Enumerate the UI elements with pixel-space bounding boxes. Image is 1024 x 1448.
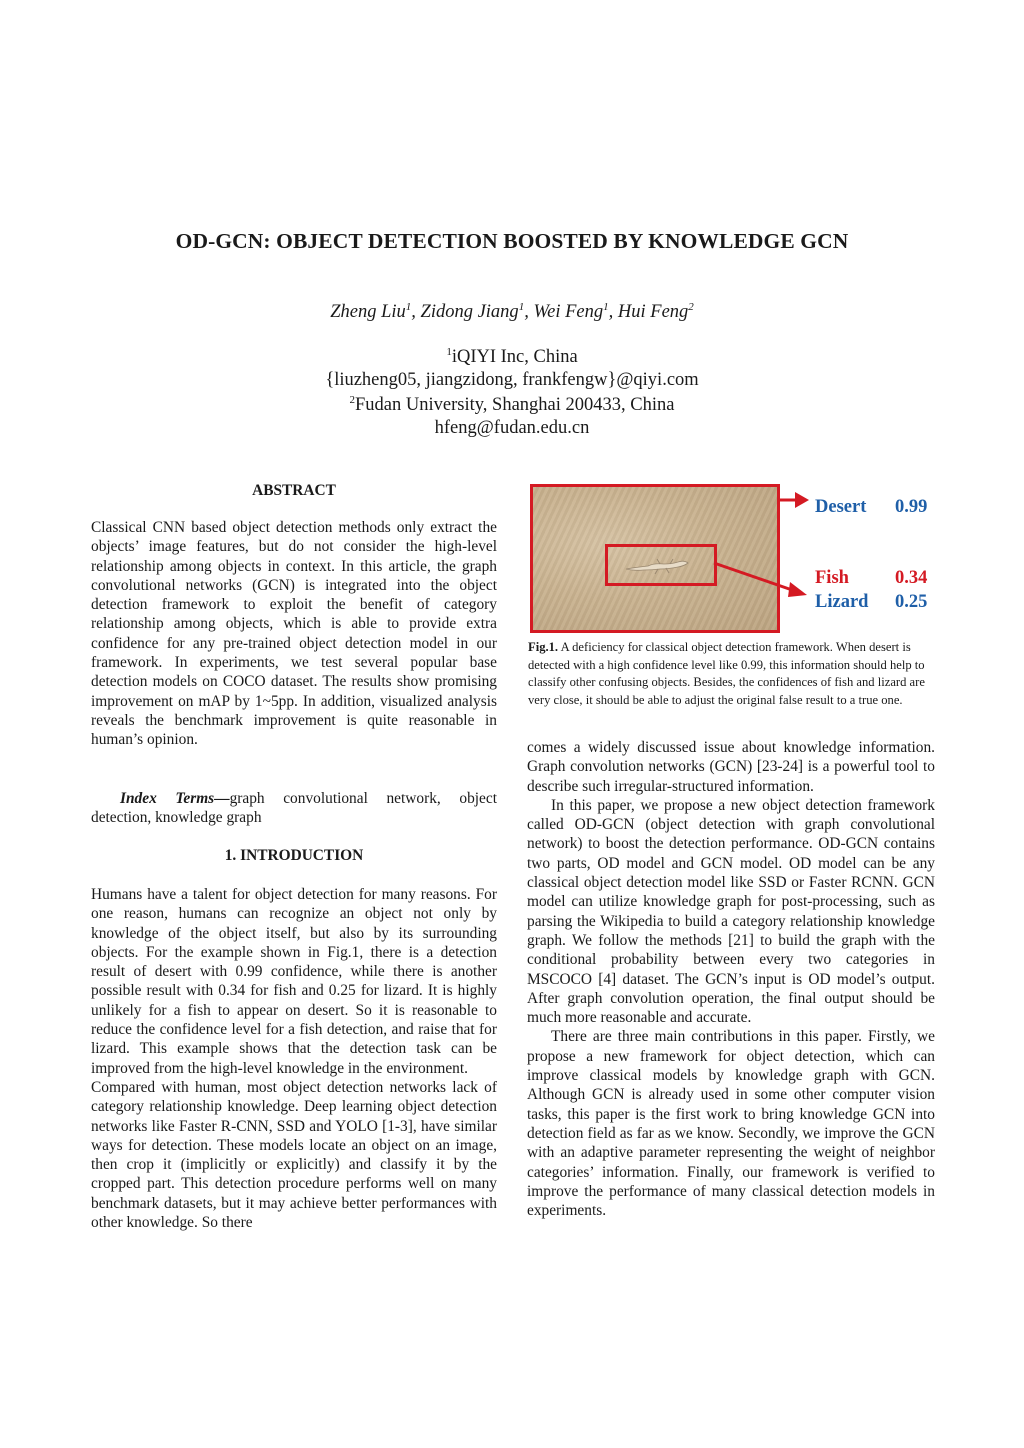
abstract-body: Classical CNN based object detection methods only extract the objects’ image features, but do not consider the high-level relationship among objects in context. In this article, the graph convolutional networks (GCN) is integrated into the object detection framework to exploit the benefit of category relationship among objects, which is able to provide extra confidence for any pre-trained object detection model in our framework. In experiments, we test several popular base detection models on COCO dataset. The results show promising improvement on mAP by 1~5pp. In addition, visualized analysis reveals the benchmark improvement is quite reasonable in human’s opinion. [91, 519, 497, 749]
email-1: {liuzheng05, jiangzidong, frankfengw}@qiyi.com [325, 370, 699, 390]
figure-caption: Fig.1. A deficiency for classical object detection framework. When desert is detected with a high confidence level like 0.99, this information should help to classify other confusing objects. Besides, the confidences of fish and lizard are very close, it should be able to adjust the original false result to a true one. [528, 640, 925, 707]
index-terms: Index Terms—graph convolutional network, object detection, knowledge graph [91, 790, 497, 827]
desert-label: Desert 0.99 [815, 497, 928, 517]
affiliation-2: $^2$Fudan University, Shanghai 200433, China [349, 394, 675, 416]
lizard-label: Lizard 0.25 [815, 592, 928, 612]
affiliation-1: $^1$iQIYI Inc, China [446, 346, 578, 368]
author-list: Zheng Liu$^1$, Zidong Jiang$^1$, Wei Feng$^1$, Hui Feng$^2$ [330, 301, 694, 323]
author-name: Zidong Jiang [420, 302, 519, 323]
email-2: hfeng@fudan.edu.cn [434, 418, 590, 438]
introduction-body-left [91, 885, 497, 1232]
paragraph: There are three main contributions in this paper. Firstly, we propose a new framework for object detection, which can improve classical models by knowledge graph with GCN. Although GCN is already used in some other computer vision tasks, this paper is the first work to bring knowledge GCN into detection field as far as we know. Secondly, we improve the GCN with an adaptive parameter representing the weight of neighbor categories’ information. Finally, our framework is verified to improve the performance of many classical detection models in experiments. [527, 1028, 935, 1220]
introduction-body-right [527, 738, 935, 1220]
abstract-heading: ABSTRACT [252, 482, 336, 499]
author-name: Zheng Liu [330, 302, 406, 323]
paper-title: OD-GCN: OBJECT DETECTION BOOSTED BY KNOWLEDGE GCN [175, 229, 849, 253]
paragraph: Humans have a talent for object detection for many reasons. For one reason, humans can recognize an object not only by knowledge of the object itself, but also by its surrounding objects. For the example shown in Fig.1, there is a detection result of desert with 0.99 confidence, while there is another possible result with 0.34 for fish and 0.25 for lizard. It is highly unlikely for a fish to appear on desert. So it is reasonable to reduce the confidence level for a fish detection, and raise that for lizard. This example shows that the detection task can be improved from the high-level knowledge in the environment. [91, 886, 497, 1077]
introduction-heading: 1. INTRODUCTION [224, 847, 364, 864]
index-terms-label: Index Terms [120, 790, 215, 807]
fish-label: Fish 0.34 [815, 568, 928, 588]
paragraph: In this paper, we propose a new object detection framework called OD-GCN (object detection with graph convolutional network) to boost the detection performance. OD-GCN contains two parts, OD model and GCN model. OD model can be any classical object detection model like SSD or Faster RCNN. GCN model can utilize knowledge graph for post-processing, such as parsing the Wikipedia to build a category relationship knowledge graph. We follow the methods [21] to build the graph with the conditional probability between every two categories in MSCOCO [4] dataset. The GCN’s input is OD model’s output. After graph convolution operation, the final output should be much more reasonable and accurate. [527, 796, 935, 1027]
paragraph: comes a widely discussed issue about knowledge information. Graph convolution networks (GCN) [23-24] is a powerful tool to describe such irregular-structured information. [527, 739, 935, 795]
author-name: Hui Feng [617, 302, 689, 323]
caption-label: Fig.1. [528, 640, 559, 654]
figure-1 [527, 479, 937, 639]
paragraph: Compared with human, most object detection networks lack of category relationship knowledge. Deep learning object detection networks like Faster R-CNN, SSD and YOLO [1-3], have similar ways for detection. These models locate an object on an image, then crop it (implicitly or explicitly) and classify it by the cropped part. This detection procedure performs well on many benchmark datasets, but it may achieve better performances with other knowledge. So there [91, 1078, 497, 1232]
author-name: Wei Feng [533, 302, 604, 323]
figure-arrows [527, 479, 937, 639]
